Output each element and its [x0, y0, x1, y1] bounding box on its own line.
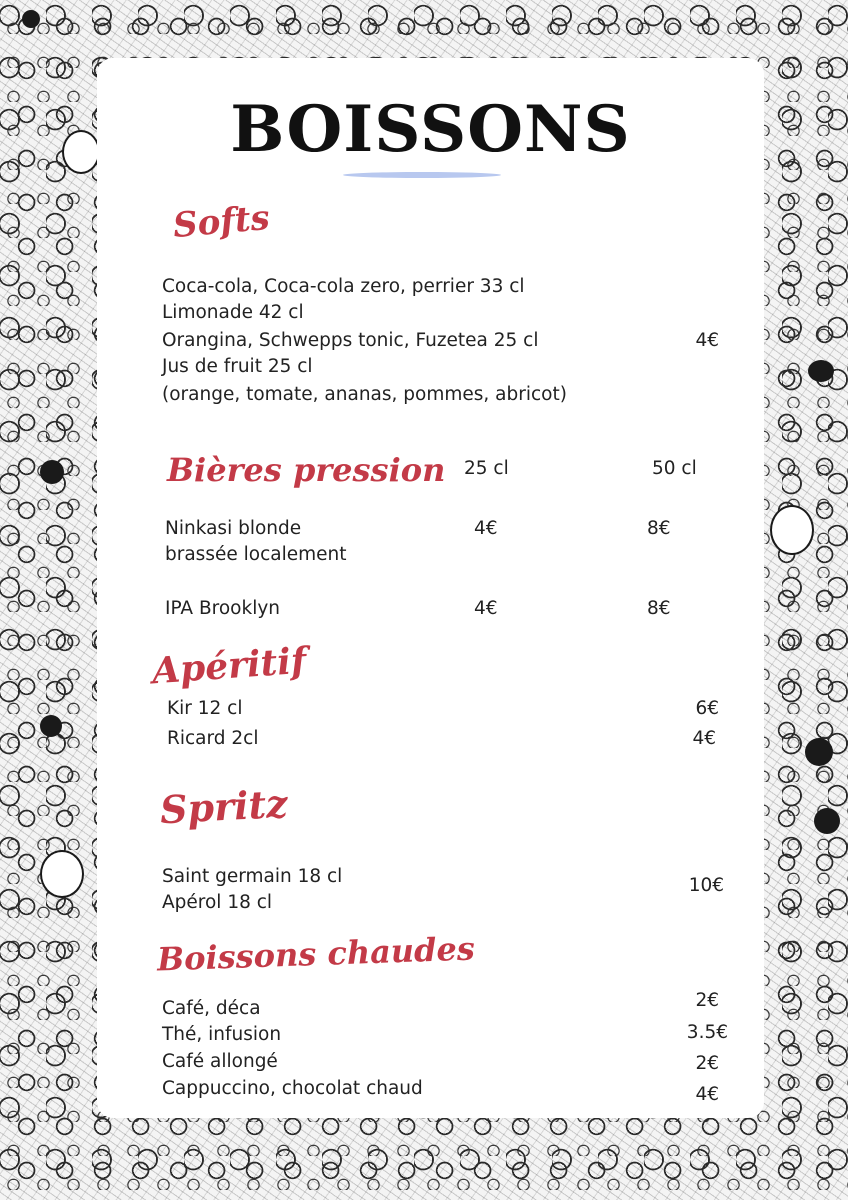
bieres-col-50cl: 50 cl: [652, 458, 697, 479]
section-heading-chaudes: Boissons chaudes: [156, 929, 476, 979]
chaudes-item: Café allongé: [162, 1051, 278, 1072]
softs-line: (orange, tomate, ananas, pommes, abricot): [162, 384, 567, 405]
aperitif-item: Kir 12 cl: [167, 698, 243, 719]
bieres-col-25cl: 25 cl: [464, 458, 509, 479]
spritz-line: Saint germain 18 cl: [162, 866, 343, 887]
biere-price-50: 8€: [647, 598, 671, 619]
chaudes-price: 4€: [695, 1084, 719, 1105]
biere-name: Ninkasi blonde: [165, 518, 302, 539]
background-illustration-ball: [40, 460, 64, 484]
aperitif-item: Ricard 2cl: [167, 728, 259, 749]
spritz-line: Apérol 18 cl: [162, 892, 273, 913]
chaudes-item: Thé, infusion: [162, 1024, 282, 1045]
background-illustration-ball: [814, 808, 840, 834]
softs-price: 4€: [695, 330, 719, 351]
background-illustration-ball: [22, 10, 40, 28]
softs-line: Coca-cola, Coca-cola zero, perrier 33 cl: [162, 276, 525, 297]
aperitif-price: 4€: [692, 728, 716, 749]
biere-price-25: 4€: [474, 598, 498, 619]
background-illustration-ball: [40, 715, 62, 737]
background-illustration-head: [40, 850, 84, 898]
background-illustration-ball: [805, 738, 833, 766]
background-illustration-head: [62, 130, 100, 174]
chaudes-price: 2€: [695, 990, 719, 1011]
background-illustration-head: [770, 505, 814, 555]
section-heading-spritz: Spritz: [158, 780, 289, 833]
title-underline: [343, 172, 501, 178]
menu-card: [97, 58, 764, 1118]
page-title: BOISSONS: [230, 92, 631, 167]
chaudes-item: Cappuccino, chocolat chaud: [162, 1078, 423, 1099]
aperitif-price: 6€: [695, 698, 719, 719]
biere-price-25: 4€: [474, 518, 498, 539]
softs-line: Limonade 42 cl: [162, 302, 304, 323]
biere-name: IPA Brooklyn: [165, 598, 281, 619]
section-heading-softs: Softs: [171, 197, 272, 247]
chaudes-item: Café, déca: [162, 998, 261, 1019]
background-illustration: [808, 360, 834, 382]
section-heading-bieres: Bières pression: [167, 451, 446, 489]
softs-line: Orangina, Schwepps tonic, Fuzetea 25 cl: [162, 330, 539, 351]
section-heading-aperitif: Apéritif: [150, 639, 308, 693]
chaudes-price: 3.5€: [686, 1022, 728, 1043]
biere-sub: brassée localement: [165, 544, 347, 565]
softs-line: Jus de fruit 25 cl: [162, 356, 313, 377]
chaudes-price: 2€: [695, 1053, 719, 1074]
spritz-price: 10€: [688, 875, 724, 896]
biere-price-50: 8€: [647, 518, 671, 539]
